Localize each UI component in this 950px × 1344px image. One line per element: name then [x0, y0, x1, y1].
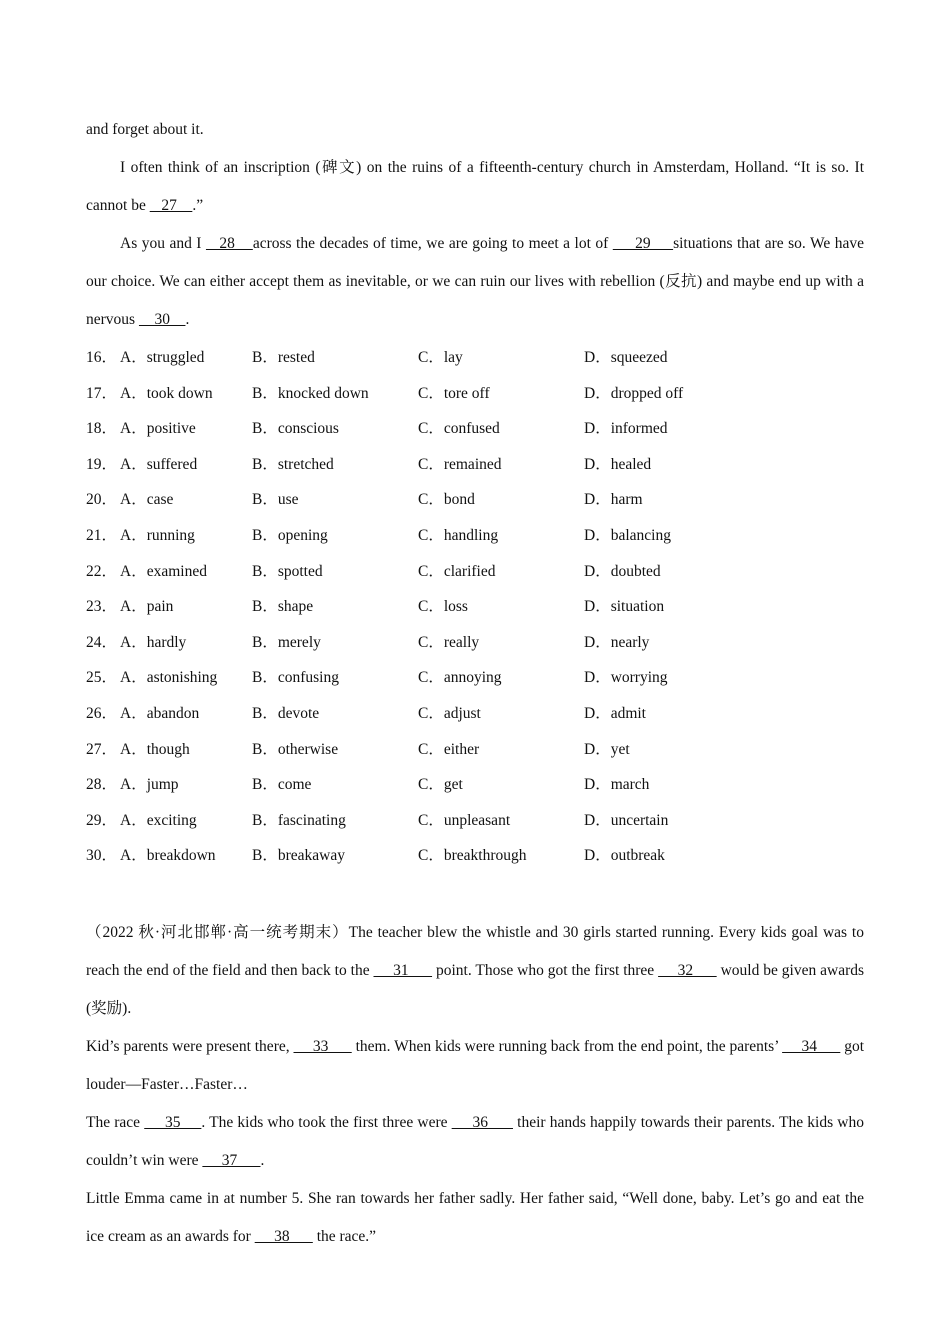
option-d: D．balancing: [584, 526, 671, 544]
option-b: B．devote: [252, 704, 320, 722]
option-b: B．conscious: [252, 420, 339, 438]
passage2-paragraph-1: [86, 914, 864, 1028]
option-row-30: [86, 838, 864, 874]
option-b: B．use: [252, 491, 299, 509]
passage2-text: the race.”: [312, 1227, 377, 1245]
option-b: B．otherwise: [252, 740, 339, 758]
question-number: 16．: [86, 349, 118, 366]
passage2-text: Little Emma came in at number 5. She ran towards her father sadly. Her father said, “Well done, baby. Let’s go and eat the ice cream as an awards for: [86, 1189, 864, 1245]
question-number: 19．: [86, 455, 118, 473]
question-number: 22．: [86, 562, 118, 580]
option-d: D．uncertain: [584, 811, 669, 829]
question-number: 17．: [86, 384, 118, 402]
passage1-text: across the decades of time, we are going to meet a lot of: [252, 235, 613, 252]
option-a: A．struggled: [120, 349, 205, 366]
option-row-26: [86, 696, 864, 732]
passage2-text: point. Those who got the first three: [432, 961, 659, 979]
option-b: B．stretched: [252, 455, 334, 473]
question-number: 23．: [86, 598, 118, 616]
option-c: C．confused: [418, 420, 500, 438]
passage1-text: I often think of an inscription (碑文) on the ruins of a fifteenth-century church in Amsterdam, Holland. “It is so. It cannot be: [86, 159, 864, 214]
passage1-paragraph-1: [86, 149, 864, 225]
option-a: A．suffered: [120, 455, 198, 473]
source-tag: （2022 秋·河北邯郸·高一统考期末）: [86, 923, 349, 941]
option-b: B．opening: [252, 526, 328, 544]
option-c: C．unpleasant: [418, 811, 511, 829]
option-row-16: [86, 340, 864, 376]
passage2-paragraph-4: [86, 1180, 864, 1256]
passage2-text: Kid’s parents were present there,: [86, 1037, 294, 1055]
passage2-text: . The kids who took the first three were: [201, 1113, 452, 1131]
option-a: A．running: [120, 526, 195, 544]
passage1-text: situations that are so. We have our choice. We can either accept them as inevitable, or we can ruin our lives with rebellion (反抗) and maybe end up with a nervous: [86, 235, 864, 328]
option-a: A．positive: [120, 420, 196, 438]
passage1-text: .”: [192, 197, 204, 214]
passage2-text: The race: [86, 1113, 145, 1131]
option-d: D．nearly: [584, 633, 650, 651]
blank-31: 31: [373, 961, 433, 979]
page-content: [86, 111, 864, 1256]
option-c: C．breakthrough: [418, 847, 527, 865]
option-a: A．pain: [120, 598, 174, 616]
blank-36: 36: [451, 1113, 513, 1131]
question-number: 21．: [86, 526, 118, 544]
option-a: A．case: [120, 491, 174, 509]
blank-28: 28: [205, 235, 253, 252]
option-d: D．yet: [584, 740, 630, 758]
question-number: 30．: [86, 847, 118, 865]
passage2-paragraph-3: [86, 1104, 864, 1180]
blank-32: 32: [658, 961, 717, 979]
option-c: C．annoying: [418, 669, 502, 687]
passage1-line-top: and forget about it.: [86, 121, 204, 138]
option-d: D．worrying: [584, 669, 668, 687]
options-list: [86, 340, 864, 874]
option-c: C．really: [418, 633, 480, 651]
option-c: C．loss: [418, 598, 468, 616]
option-row-17: [86, 376, 864, 412]
option-row-24: [86, 625, 864, 661]
option-d: D．squeezed: [584, 349, 668, 366]
option-b: B．come: [252, 776, 312, 794]
passage2-text: The teacher blew the whistle and 30 girls started running. Every kids goal was to reach the end of the field and then back to the: [86, 923, 864, 979]
blank-38: 38: [254, 1227, 313, 1245]
blank-35: 35: [144, 1113, 202, 1131]
option-c: C．tore off: [418, 384, 490, 402]
option-d: D．march: [584, 776, 650, 794]
question-number: 26．: [86, 704, 118, 722]
passage1-text: .: [185, 311, 190, 328]
blank-27: 27: [149, 197, 193, 214]
option-row-29: [86, 803, 864, 839]
option-c: C．handling: [418, 526, 499, 544]
question-number: 25．: [86, 669, 118, 687]
option-d: D．admit: [584, 704, 646, 722]
option-d: D．outbreak: [584, 847, 665, 865]
option-a: A．though: [120, 740, 190, 758]
option-b: B．breakaway: [252, 847, 345, 865]
option-d: D．dropped off: [584, 384, 684, 402]
blank-34: 34: [782, 1037, 841, 1055]
passage1-paragraph-2: [86, 225, 864, 339]
option-b: B．rested: [252, 349, 315, 366]
passage2-paragraph-2: [86, 1028, 864, 1104]
option-c: C．lay: [418, 349, 463, 366]
passage2-text: would be given awards (奖励).: [86, 961, 865, 1017]
option-c: C．adjust: [418, 704, 481, 722]
question-number: 27．: [86, 740, 118, 758]
option-b: B．knocked down: [252, 384, 369, 402]
option-a: A．took down: [120, 384, 213, 402]
option-d: D．harm: [584, 491, 643, 509]
option-a: A．examined: [120, 562, 207, 580]
question-number: 18．: [86, 420, 118, 438]
passage2-text: .: [260, 1151, 265, 1169]
option-b: B．fascinating: [252, 811, 346, 829]
option-c: C．clarified: [418, 562, 496, 580]
option-row-19: [86, 447, 864, 483]
option-a: A．exciting: [120, 811, 197, 829]
blank-29: 29: [612, 235, 674, 252]
option-a: A．breakdown: [120, 847, 216, 865]
question-number: 28．: [86, 776, 118, 794]
option-a: A．astonishing: [120, 669, 218, 687]
question-number: 29．: [86, 811, 118, 829]
option-row-28: [86, 767, 864, 803]
option-d: D．doubted: [584, 562, 661, 580]
question-number: 20．: [86, 491, 118, 509]
option-a: A．jump: [120, 776, 179, 794]
option-row-20: [86, 482, 864, 518]
option-row-18: [86, 411, 864, 447]
option-b: B．confusing: [252, 669, 339, 687]
option-a: A．hardly: [120, 633, 187, 651]
option-c: C．either: [418, 740, 480, 758]
option-d: D．healed: [584, 455, 652, 473]
option-d: D．situation: [584, 598, 665, 616]
passage1-text: As you and I: [120, 235, 206, 252]
option-c: C．remained: [418, 455, 502, 473]
option-b: B．shape: [252, 598, 314, 616]
option-row-25: [86, 660, 864, 696]
option-d: D．informed: [584, 420, 668, 438]
option-row-22: [86, 554, 864, 590]
passage2-text: their hands happily towards their parents. The kids who couldn’t win were: [86, 1113, 864, 1169]
option-row-23: [86, 589, 864, 625]
passage2-text: them. When kids were running back from the end point, the parents’: [351, 1037, 783, 1055]
blank-30: 30: [138, 311, 186, 328]
question-number: 24．: [86, 633, 118, 651]
passage2-text: got louder—Faster…Faster…: [86, 1037, 865, 1093]
option-b: B．merely: [252, 633, 321, 651]
option-b: B．spotted: [252, 562, 323, 580]
option-row-21: [86, 518, 864, 554]
blank-33: 33: [293, 1037, 352, 1055]
option-c: C．get: [418, 776, 463, 794]
option-a: A．abandon: [120, 704, 200, 722]
option-row-27: [86, 732, 864, 768]
blank-37: 37: [202, 1151, 261, 1169]
passage2: [86, 914, 864, 1256]
option-c: C．bond: [418, 491, 475, 509]
